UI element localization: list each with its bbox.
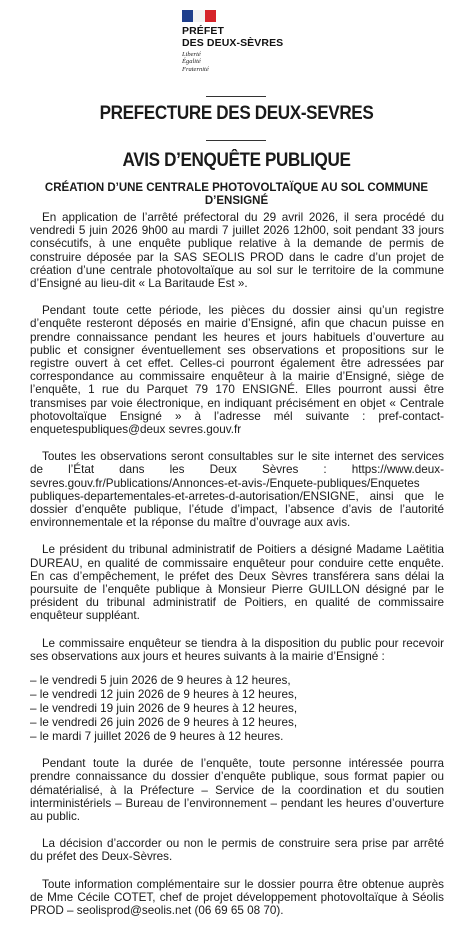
- motto-line3: Fraternité: [182, 65, 209, 73]
- permanences-list: [30, 674, 444, 744]
- notice-body: [30, 211, 444, 917]
- paragraph-arrete: En application de l’arrêté préfectoral du 29 avril 2026, il sera procédé du vendredi 5 juin 2026 9h00 au mardi 7 juillet 2026 12h00, soit pendant 33 jours consécutifs, à une enquête publique relative à la demande de permis de construire déposée par la SAS SEOLIS PROD dans le cadre d’un projet de création d’une centrale photovoltaïque au sol sur le territoire de la commune d’Ensigné au lieu-dit « La Baritaude Est ».: [30, 211, 444, 291]
- divider: [206, 140, 266, 141]
- divider: [206, 96, 266, 97]
- paragraph-commissaire: Le président du tribunal administratif de Poitiers a désigné Madame Laëtitia DUREAU, en qualité de commissaire enquêteur pour conduire cette enquête. En cas d’empêchement, le préfet des Deux Sèvres transférera sans délai la poursuite de l’enquête publique à Monsieur Pierre GUILLON désigné par le président du tribunal administratif de Poitiers, en qualité de commissaire enquêteur suppléant.: [30, 543, 444, 623]
- paragraph-permanences-intro: Le commissaire enquêteur se tiendra à la disposition du public pour recevoir ses observations aux jours et heures suivants à la mairie d’Ensigné :: [30, 636, 444, 663]
- list-item: – le vendredi 12 juin 2026 de 9 heures à 12 heures,: [30, 688, 298, 702]
- list-item: – le vendredi 19 juin 2026 de 9 heures à 12 heures,: [30, 702, 298, 716]
- logo-motto: [182, 51, 342, 73]
- paragraph-contact: Toute information complémentaire sur le dossier pourra être obtenue auprès de Mme Cécile COTET, chef de projet développement photovoltaïque à Séolis PROD – seolisprod@seolis.net (06 69 65 08 70).: [30, 877, 444, 917]
- french-flag-icon: [182, 10, 216, 22]
- list-item: – le mardi 7 juillet 2026 de 9 heures à 12 heures.: [30, 730, 284, 744]
- paragraph-consultation: Pendant toute la durée de l’enquête, toute personne intéressée pourra prendre connaissance du dossier d’enquête publique, sous format papier ou dématérialisé, à la Préfecture – Service de la coordination et du soutien interministériels – Bureau de l’environnement – pendant les heures d’ouverture au public.: [30, 757, 444, 823]
- prefecture-logo: [182, 10, 342, 73]
- logo-org-line2: DES DEUX-SÈVRES: [182, 36, 284, 49]
- logo-org-name: [182, 26, 342, 49]
- logo-org-line1: PRÉFET: [182, 25, 225, 37]
- notice-subtitle: CRÉATION D’UNE CENTRALE PHOTOVOLTAÏQUE AU SOL COMMUNE D’ENSIGNÉ: [44, 182, 429, 207]
- motto-line2: Égalité: [182, 58, 201, 66]
- paragraph-dossier: Pendant toute cette période, les pièces du dossier ainsi qu’un registre d’enquête resteront déposés en mairie d’Ensigné, afin que chacun puisse en prendre connaissance pendant les heures et jours habituels d’ouverture au public et consigner éventuellement ses observations et propositions sur le registre ouvert à cet effet. Celles-ci pourront également être adressées par correspondance au commissaire enquêteur à la mairie d’Ensigné, siège de l’enquête, 1 rue du Parquet 79 170 ENSIGNÉ. Elles pourront aussi être transmises par voie électronique, en indiquant précisément en objet « Centrale photovoltaïque Ensigné » à l’adresse mél suivante : pref-contact-enquetespubliques@deux sevres.gouv.fr: [30, 304, 444, 437]
- paragraph-decision: La décision d’accorder ou non le permis de construire sera prise par arrêté du préfet des Deux-Sèvres.: [30, 837, 444, 864]
- paragraph-observations: Toutes les observations seront consultables sur le site internet des services de l’État dans les Deux Sèvres : https://www.deux-sevres.gouv.fr/Publications/Annonces-et-avis-/Enquete-publiques/Enquetes publiques-departementales-et-arretes-d-autorisation/ENSIGNE, ainsi que le dossier d’enquête publique, l’étude d’impact, l’absence d’avis de l’autorité environnementale et la réponse du maître d’ouvrage aux avis.: [30, 450, 444, 530]
- notice-title: AVIS D’ENQUÊTE PUBLIQUE: [122, 150, 351, 171]
- list-item: – le vendredi 26 juin 2026 de 9 heures à 12 heures,: [30, 716, 298, 730]
- prefecture-title: PREFECTURE DES DEUX-SEVRES: [99, 103, 374, 124]
- list-item: – le vendredi 5 juin 2026 de 9 heures à 12 heures,: [30, 674, 291, 688]
- motto-line1: Liberté: [182, 51, 201, 58]
